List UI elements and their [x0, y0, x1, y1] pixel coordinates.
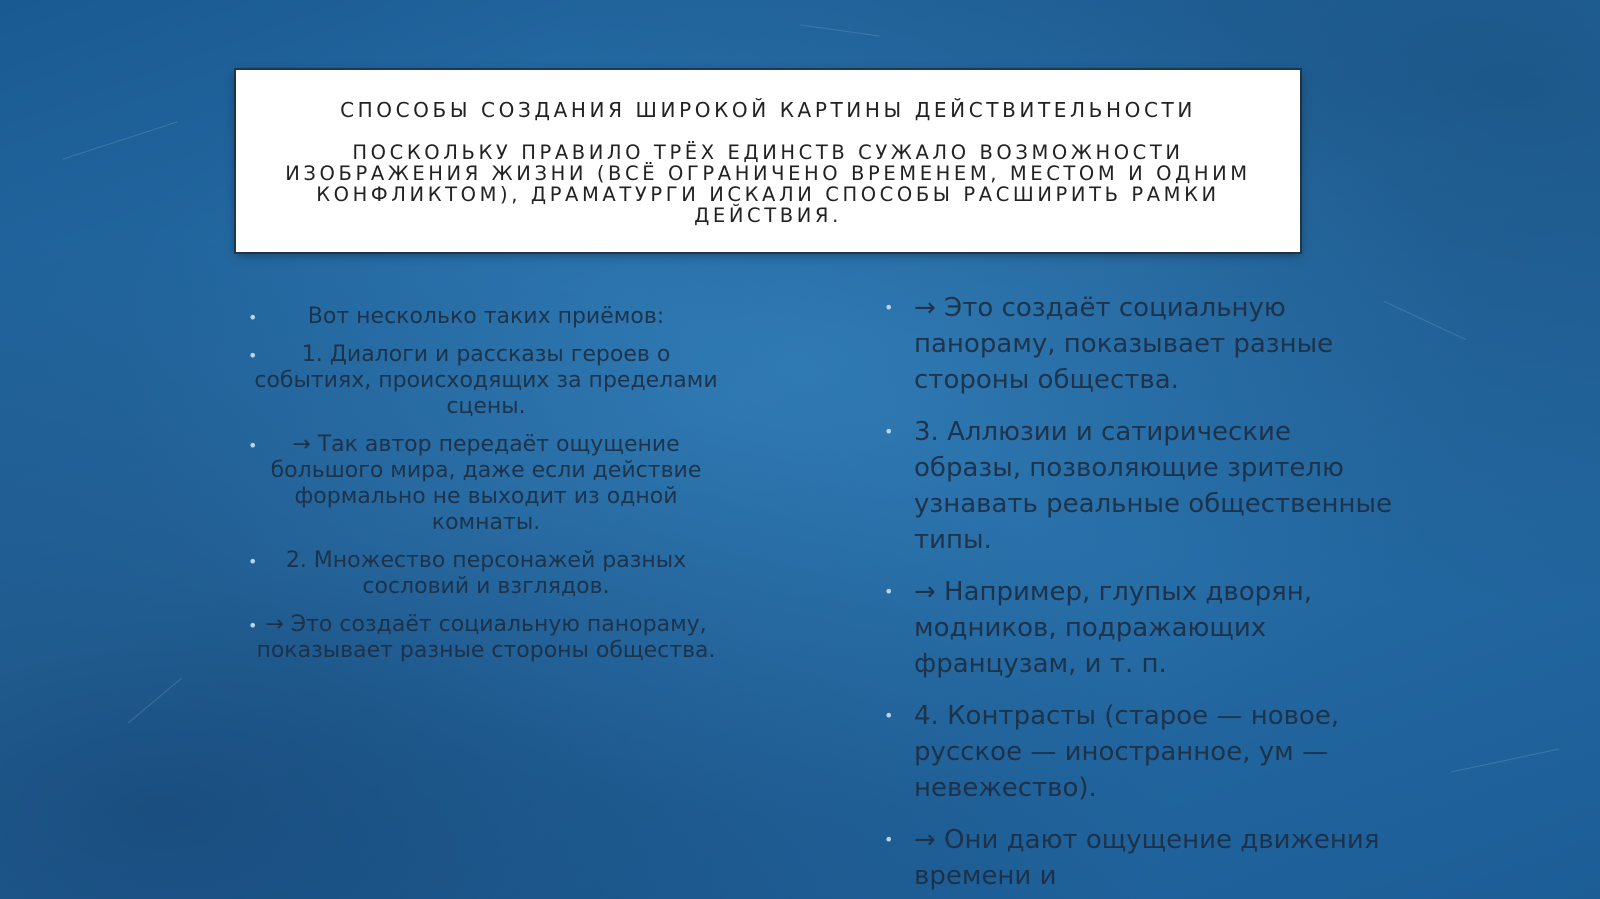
list-item: [240, 548, 732, 600]
texture-scratch: [800, 24, 879, 36]
bullet-icon: •: [884, 298, 894, 317]
left-bullet-list: [240, 304, 732, 664]
bullet-icon: •: [248, 436, 258, 455]
bullet-icon: •: [248, 552, 258, 571]
list-item-text: → Они дают ощущение движения времени и: [914, 825, 1380, 891]
list-item-text: → Например, глупых дворян, модников, подражающих французам, и т. п.: [914, 577, 1313, 679]
list-item: [240, 432, 732, 536]
right-bullet-list: [880, 290, 1400, 894]
list-item: [240, 612, 732, 664]
list-item-text: 3. Аллюзии и сатирические образы, позволяющие зрителю узнавать реальные общественные типы.: [914, 417, 1393, 555]
list-item-text: 4. Контрасты (старое — новое, русское — иностранное, ум — невежество).: [914, 701, 1340, 803]
bullet-icon: •: [884, 706, 894, 725]
bullet-icon: •: [884, 422, 894, 441]
texture-scratch: [1451, 749, 1559, 773]
slide-subtitle: ПОСКОЛЬКУ ПРАВИЛО ТРЁХ ЕДИНСТВ СУЖАЛО ВОЗМОЖНОСТИ ИЗОБРАЖЕНИЯ ЖИЗНИ (ВСЁ ОГРАНИЧЕНО ВРЕМЕНЕМ, МЕСТОМ И ОДНИМ КОНФЛИКТОМ), ДРАМАТУРГИ ИСКАЛИ СПОСОБЫ РАСШИРИТЬ РАМКИ ДЕЙСТВИЯ.: [285, 141, 1251, 227]
list-item-text: → Это создаёт социальную панораму, показывает разные стороны общества.: [914, 293, 1334, 395]
list-item: [240, 342, 732, 420]
texture-scratch: [63, 121, 177, 159]
list-item: [880, 698, 1400, 806]
bullet-icon: •: [884, 830, 894, 849]
list-item: [880, 574, 1400, 682]
title-box: [236, 70, 1300, 252]
list-item: [880, 290, 1400, 398]
texture-scratch: [128, 678, 182, 724]
list-item: [880, 414, 1400, 558]
list-item: [240, 304, 732, 330]
bullet-icon: •: [248, 346, 258, 365]
list-item-text: 2. Множество персонажей разных сословий и взглядов.: [285, 548, 687, 599]
left-column: [240, 304, 732, 676]
bullet-icon: •: [248, 616, 258, 635]
bullet-icon: •: [884, 582, 894, 601]
right-column: [880, 290, 1400, 899]
list-item-text: → Это создаёт социальную панораму, показывает разные стороны общества.: [256, 612, 716, 663]
list-item: [880, 822, 1400, 894]
bullet-icon: •: [248, 308, 258, 327]
list-item-text: 1. Диалоги и рассказы героев о событиях, происходящих за пределами сцены.: [254, 342, 718, 419]
slide-title: СПОСОБЫ СОЗДАНИЯ ШИРОКОЙ КАРТИНЫ ДЕЙСТВИТЕЛЬНОСТИ: [340, 98, 1196, 122]
list-item-text: Вот несколько таких приёмов:: [307, 304, 665, 329]
list-item-text: → Так автор передаёт ощущение большого мира, даже если действие формально не выходит из одной комнаты.: [270, 432, 702, 535]
